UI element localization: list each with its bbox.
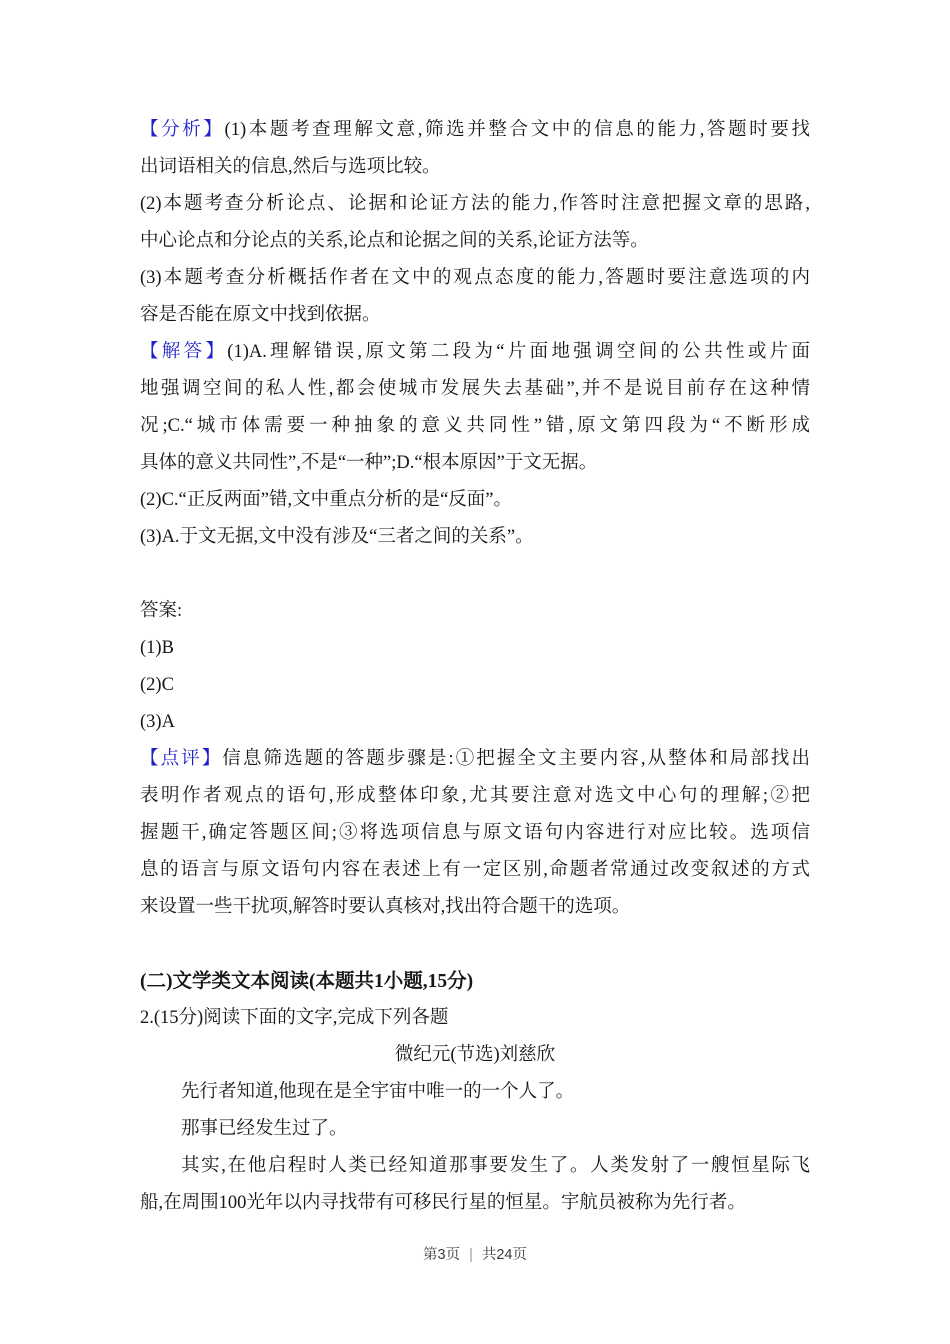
section-heading: (二)文学类文本阅读(本题共1小题,15分) bbox=[140, 971, 474, 992]
review-line: 握题干,确定答题区间;③将选项信息与原文语句内容进行对应比较。选项信 bbox=[140, 823, 810, 843]
question-line: 2.(15分)阅读下面的文字,完成下列各题 bbox=[140, 1008, 449, 1028]
analysis-line: (3)本题考查分析概括作者在文中的观点态度的能力,答题时要注意选项的内 bbox=[140, 268, 810, 288]
solution-line bbox=[140, 334, 810, 371]
footer-total-pages: 共24页 bbox=[481, 1247, 527, 1263]
passage-line: 其实,在他启程时人类已经知道那事要发生了。人类发射了一艘恒星际飞 bbox=[181, 1156, 810, 1176]
analysis-line: 出词语相关的信息,然后与选项比较。 bbox=[140, 157, 441, 177]
answers-section bbox=[140, 593, 810, 741]
solution-line: 况;C.“城市体需要一种抽象的意义共同性”错,原文第四段为“不断形成 bbox=[140, 416, 810, 436]
review-section bbox=[140, 741, 810, 926]
review-label: 【点评】 bbox=[140, 749, 223, 769]
passage-title: 微纪元(节选)刘慈欣 bbox=[394, 1045, 556, 1065]
spacer bbox=[140, 556, 810, 593]
solution-line: 具体的意义共同性”,不是“一种”;D.“根本原因”于文无据。 bbox=[140, 453, 598, 473]
footer-page-number: 第3页 bbox=[423, 1247, 461, 1263]
analysis-line: (2)本题考查分析论点、论据和论证方法的能力,作答时注意把握文章的思路, bbox=[140, 194, 810, 214]
review-line bbox=[140, 741, 810, 778]
analysis-line bbox=[140, 112, 810, 149]
review-line: 息的语言与原文语句内容在表述上有一定区别,命题者常通过改变叙述的方式 bbox=[140, 860, 810, 880]
solution-line: (2)C.“正反两面”错,文中重点分析的是“反面”。 bbox=[140, 490, 513, 510]
solution-line: 地强调空间的私人性,都会使城市发展失去基础”,并不是说目前存在这种情 bbox=[140, 379, 810, 399]
passage-line: 船,在周围100光年以内寻找带有可移民行星的恒星。宇航员被称为先行者。 bbox=[140, 1193, 746, 1213]
solution-label: 【解答】 bbox=[140, 342, 228, 362]
analysis-label: 【分析】 bbox=[140, 120, 225, 140]
page-footer bbox=[0, 1243, 950, 1264]
review-line: 来设置一些干扰项,解答时要认真核对,找出符合题干的选项。 bbox=[140, 897, 631, 917]
answer-item: (1)B bbox=[140, 638, 174, 658]
answers-heading: 答案: bbox=[140, 601, 183, 621]
solution-text: (1)A.理解错误,原文第二段为“片面地强调空间的公共性或片面 bbox=[227, 342, 810, 362]
analysis-line: 容是否能在原文中找到依据。 bbox=[140, 305, 381, 325]
spacer bbox=[140, 926, 810, 963]
solution-section bbox=[140, 334, 810, 556]
review-line: 表明作者观点的语句,形成整体印象,尤其要注意对选文中心句的理解;②把 bbox=[140, 786, 810, 806]
solution-line: (3)A.于文无据,文中没有涉及“三者之间的关系”。 bbox=[140, 527, 534, 547]
passage-line: 先行者知道,他现在是全宇宙中唯一的一个人了。 bbox=[181, 1082, 575, 1102]
footer-separator: | bbox=[469, 1247, 473, 1263]
review-text: 信息筛选题的答题步骤是:①把握全文主要内容,从整体和局部找出 bbox=[222, 749, 810, 769]
analysis-section bbox=[140, 112, 810, 334]
passage-line: 那事已经发生过了。 bbox=[181, 1119, 348, 1139]
analysis-text: (1)本题考查理解文意,筛选并整合文中的信息的能力,答题时要找 bbox=[224, 120, 810, 140]
answer-item: (2)C bbox=[140, 675, 174, 695]
literary-reading-section bbox=[140, 963, 810, 1222]
answer-item: (3)A bbox=[140, 712, 175, 732]
analysis-line: 中心论点和分论点的关系,论点和论据之间的关系,论证方法等。 bbox=[140, 231, 649, 251]
